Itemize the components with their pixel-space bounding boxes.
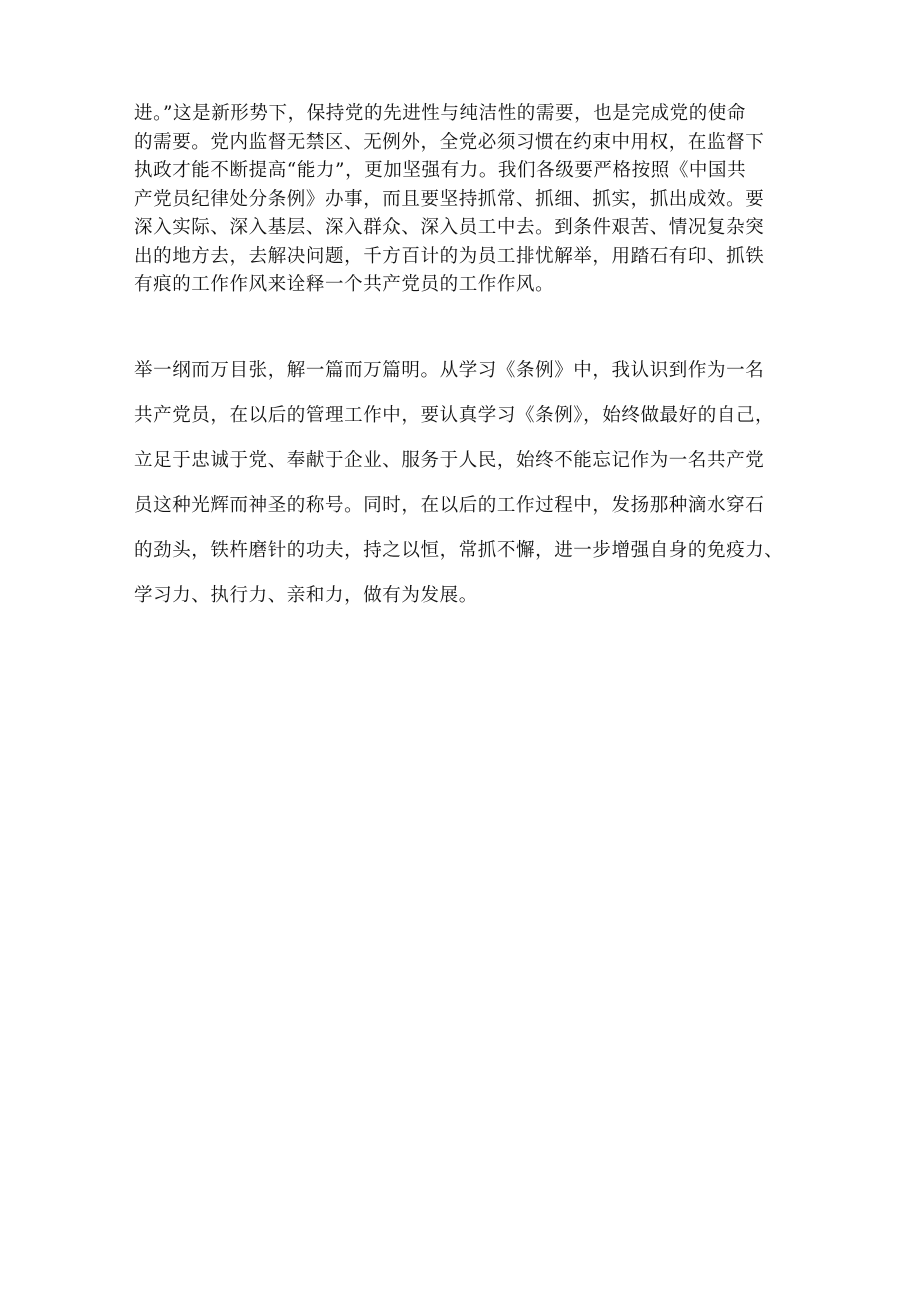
paragraph-2 [134, 348, 814, 618]
paragraph-line: 的劲头，铁杵磨针的功夫，持之以恒，常抓不懈，进一步增强自身的免疫力、 [134, 540, 784, 561]
paragraph-line: 有痕的工作作风来诠释一个共产党员的工作作风。 [134, 274, 555, 295]
paragraph-line: 产党员纪律处分条例》办事，而且要坚持抓常、抓细、抓实，抓出成效。要 [134, 188, 765, 210]
paragraph-line: 举一纲而万目张，解一篇而万篇明。从学习《条例》中，我认识到作为一名 [134, 360, 765, 381]
paragraph-line: 执政才能不断提高“能力”，更加坚强有力。我们各级要严格按照《中国共 [134, 160, 747, 181]
paragraph-1 [134, 100, 814, 300]
paragraph-line: 共产党员，在以后的管理工作中，要认真学习《条例》，始终做最好的自己， [134, 405, 775, 426]
paragraph-line: 学习力、执行力、亲和力，做有为发展。 [134, 585, 478, 606]
paragraph-line: 立足于忠诚于党、奉献于企业、服务于人民，始终不能忘记作为一名共产党 [134, 450, 765, 471]
paragraph-line: 员这种光辉而神圣的称号。同时，在以后的工作过程中，发扬那种滴水穿石 [134, 495, 765, 516]
paragraph-line: 的需要。党内监督无禁区、无例外，全党必须习惯在约束中用权，在监督下 [134, 131, 765, 153]
paragraph-line: 出的地方去，去解决问题，千方百计的为员工排忧解举，用踏石有印、抓铁 [134, 245, 765, 267]
paragraph-line: 深入实际、深入基层、深入群众、深入员工中去。到条件艰苦、情况复杂突 [134, 217, 765, 238]
paragraph-line: 进。”这是新形势下，保持党的先进性与纯洁性的需要，也是完成党的使命 [134, 103, 747, 124]
